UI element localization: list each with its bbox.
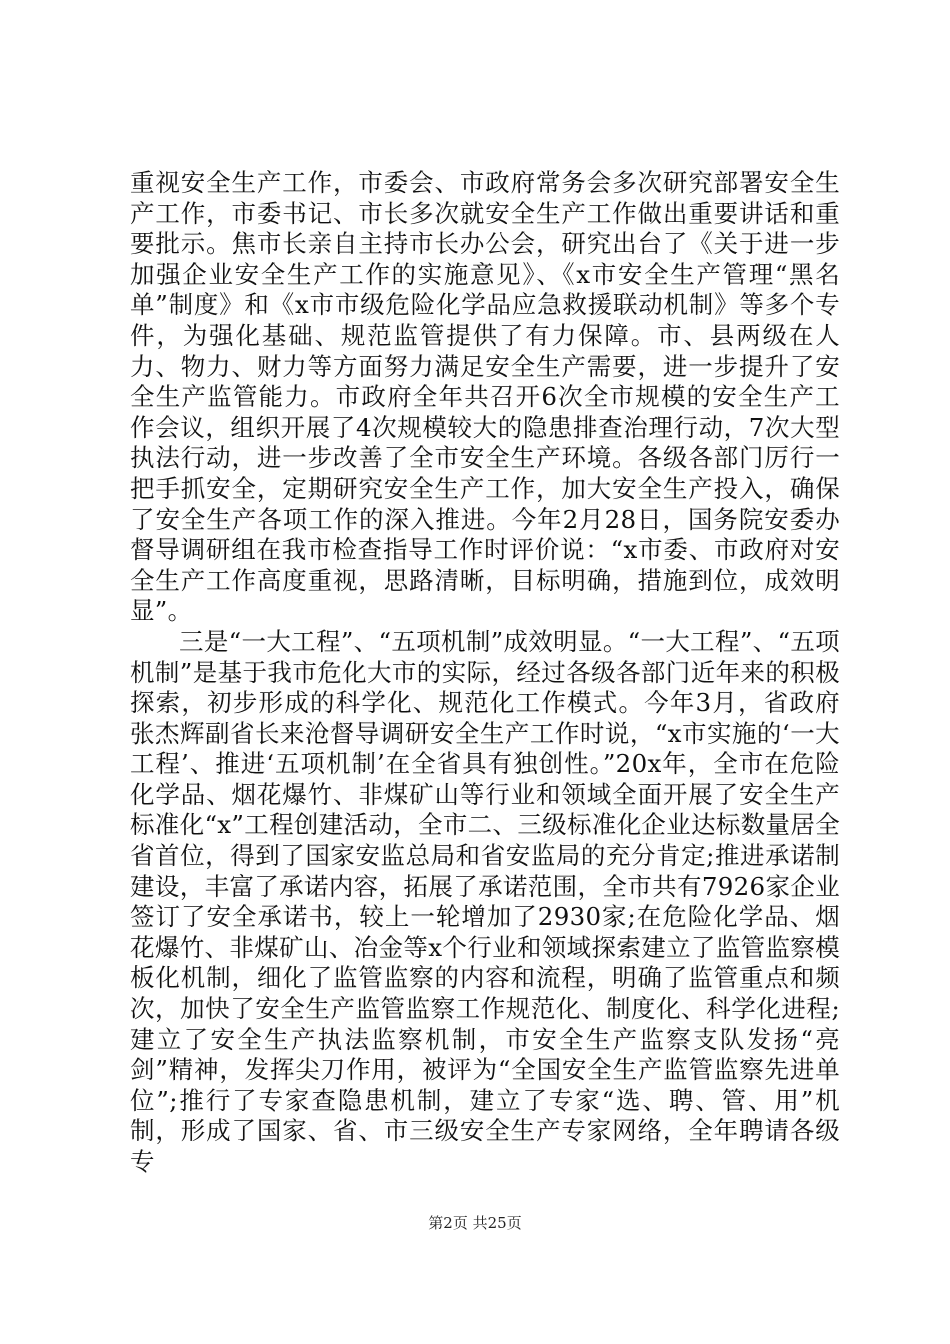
- page-footer: 第2页 共25页: [428, 1214, 522, 1232]
- paragraph-three: 三是“一大工程”、“五项机制”成效明显。“一大工程”、“五项机制”是基于我市危化大市的实际，经过各级各部门近年来的积极探索，初步形成的科学化、规范化工作模式。今年3月，省政府张杰辉副省长来沧督导调研安全生产工作时说，“x市实施的‘一大工程’、推进‘五项机制’在全省具有独创性。”20x年，全市在危险化学品、烟花爆竹、非煤矿山等行业和领域全面开展了安全生产标准化“x”工程创建活动，全市二、三级标准化企业达标数量居全省首位，得到了国家安监总局和省安监局的充分肯定;推进承诺制建设，丰富了承诺内容，拓展了承诺范围，全市共有7926家企业签订了安全承诺书，较上一轮增加了2930家;在危险化学品、烟花爆竹、非煤矿山、冶金等x个行业和领域探索建立了监管监察模板化机制，细化了监管监察的内容和流程，明确了监管重点和频次，加快了安全生产监管监察工作规范化、制度化、科学化进程;建立了安全生产执法监察机制，市安全生产监察支队发扬“亮剑”精神，发挥尖刀作用，被评为“全国安全生产监管监察先进单位”;推行了专家查隐患机制，建立了专家“选、聘、管、用”机制，形成了国家、省、市三级安全生产专家网络，全年聘请各级专: [130, 626, 840, 1176]
- document-body: [130, 168, 840, 1178]
- paragraph-continued: 重视安全生产工作，市委会、市政府常务会多次研究部署安全生产工作，市委书记、市长多次就安全生产工作做出重要讲话和重要批示。焦市长亲自主持市长办公会，研究出台了《关于进一步加强企业安全生产工作的实施意见》、《x市安全生产管理“黑名单”制度》和《x市市级危险化学品应急救援联动机制》等多个专件，为强化基础、规范监管提供了有力保障。市、县两级在人力、物力、财力等方面努力满足安全生产需要，进一步提升了安全生产监管能力。市政府全年共召开6次全市规模的安全生产工作会议，组织开展了4次规模较大的隐患排查治理行动，7次大型执法行动，进一步改善了全市安全生产环境。各级各部门厉行一把手抓安全，定期研究安全生产工作，加大安全生产投入，确保了安全生产各项工作的深入推进。今年2月28日，国务院安委办督导调研组在我市检查指导工作时评价说：“x市委、市政府对安全生产工作高度重视，思路清晰，目标明确，措施到位，成效明显”。: [130, 168, 840, 626]
